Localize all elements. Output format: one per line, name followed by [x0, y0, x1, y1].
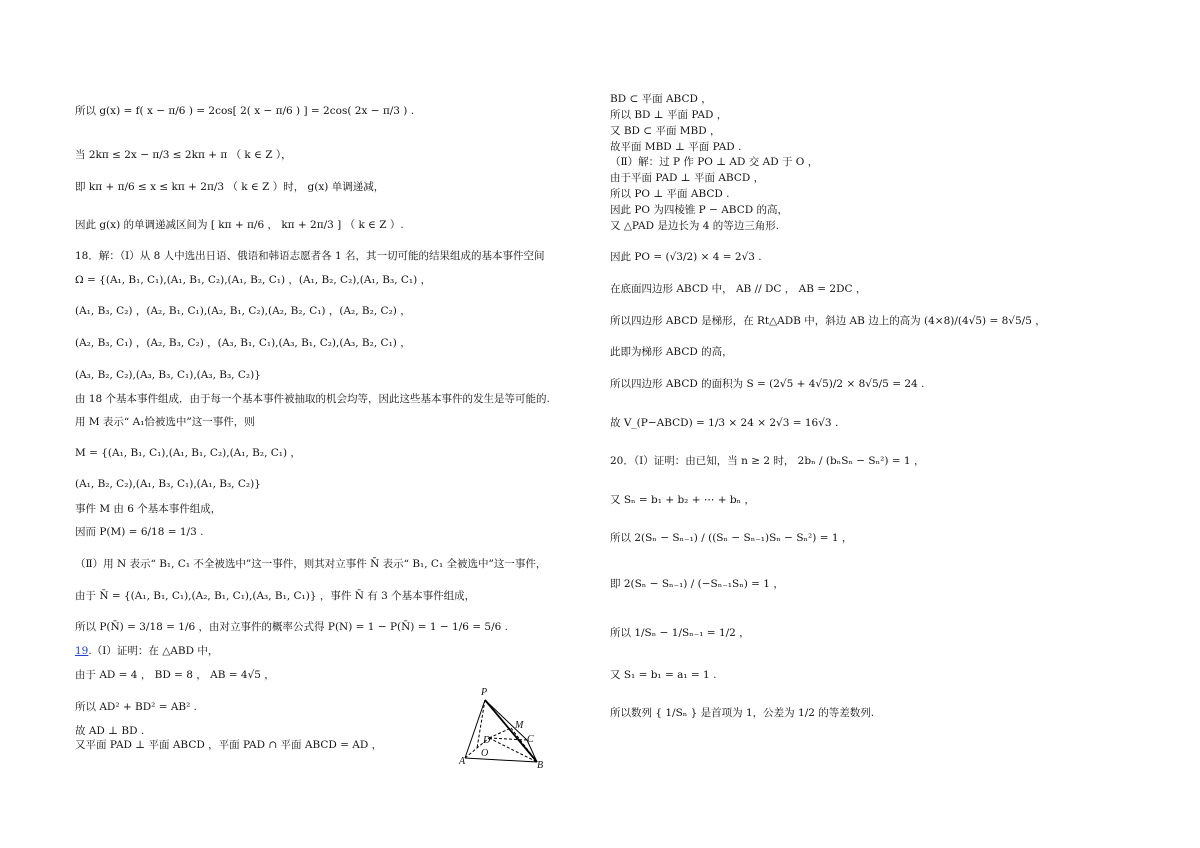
- text-line: （Ⅱ）用 N 表示“ B₁, C₁ 不全被选中”这一事件，则其对立事件 N̄ 表示“ B₁, C₁ 全被选中”这一事件，: [75, 558, 547, 570]
- text-line: 又 BD ⊂ 平面 MBD ，: [610, 125, 721, 137]
- text-line: 所以 BD ⊥ 平面 PAD ，: [610, 109, 728, 121]
- text-line: 因而 P(M) = 6/18 = 1/3 .: [75, 526, 204, 538]
- text-line: 故平面 MBD ⊥ 平面 PAD .: [610, 141, 742, 153]
- text-line: 所以 AD² + BD² = AB² .: [75, 701, 198, 713]
- text-line: 即 kπ + π/6 ≤ x ≤ kπ + 2π/3 （ k ∈ Z ）时， g(x) 单调递减，: [75, 181, 385, 193]
- text-line: （Ⅱ）解：过 P 作 PO ⊥ AD 交 AD 于 O ，: [610, 156, 819, 168]
- text-line: 又 Sₙ = b₁ + b₂ + ⋯ + bₙ ，: [610, 494, 755, 506]
- text-line: 所以 g(x) = f( x − π/6 ) = 2cos[ 2( x − π/6 ) ] = 2cos( 2x − π/3 ) .: [75, 105, 415, 117]
- text-line: 20．（Ⅰ）证明：由已知，当 n ≥ 2 时， 2bₙ / (bₙSₙ − Sₙ²) = 1 ，: [610, 455, 925, 467]
- text-line: 即 2(Sₙ − Sₙ₋₁) / (−Sₙ₋₁Sₙ) = 1 ，: [610, 578, 784, 590]
- text-line: 由 18 个基本事件组成．由于每一个基本事件被抽取的机会均等，因此这些基本事件的发生是等可能的.: [75, 393, 550, 405]
- label-m: M: [515, 720, 524, 731]
- text-line: 用 M 表示“ A₁恰被选中”这一事件，则: [75, 416, 255, 428]
- text-line: 由于平面 PAD ⊥ 平面 ABCD ，: [610, 172, 765, 184]
- text-line: 故 AD ⊥ BD .: [75, 725, 145, 737]
- text-line: (A₃, B₂, C₂),(A₃, B₃, C₁),(A₃, B₃, C₂)}: [75, 369, 261, 381]
- link-suffix: .: [88, 645, 92, 657]
- text-line: 18．解：（Ⅰ）从 8 人中选出日语、俄语和韩语志愿者各 1 名，其一切可能的结果组成的基本事件空间: [75, 250, 545, 262]
- text-line: 当 2kπ ≤ 2x − π/3 ≤ 2kπ + π （ k ∈ Z ），: [75, 149, 292, 161]
- pyramid-diagram: [455, 690, 555, 770]
- text-line: BD ⊂ 平面 ABCD ，: [610, 93, 712, 105]
- text-line: 所以四边形 ABCD 的面积为 S = (2√5 + 4√5)/2 × 8√5/5 = 24 .: [610, 378, 925, 390]
- text-line: 所以 2(Sₙ − Sₙ₋₁) / ((Sₙ − Sₙ₋₁)Sₙ − Sₙ²) = 1 ，: [610, 532, 853, 544]
- text-line-continuation: （Ⅰ）证明：在 △ABD 中，: [91, 645, 219, 657]
- text-line: 所以 P(N̄) = 3/18 = 1/6 ，由对立事件的概率公式得 P(N) = 1 − P(N̄) = 1 − 1/6 = 5/6 .: [75, 621, 508, 633]
- text-line: M = {(A₁, B₁, C₁),(A₁, B₁, C₂),(A₁, B₂, C₁) ，: [75, 447, 301, 459]
- text-line: 故 V_(P−ABCD) = 1/3 × 24 × 2√3 = 16√3 .: [610, 417, 839, 429]
- text-line: 因此 PO = (√3/2) × 4 = 2√3 .: [610, 251, 762, 263]
- text-line: [75, 644, 218, 658]
- text-line: 事件 M 由 6 个基本事件组成，: [75, 503, 222, 515]
- text-line: 所以数列 { 1/Sₙ } 是首项为 1，公差为 1/2 的等差数列.: [610, 707, 875, 719]
- label-p: P: [481, 687, 488, 698]
- text-line: 此即为梯形 ABCD 的高，: [610, 346, 733, 358]
- text-line: 所以 1/Sₙ − 1/Sₙ₋₁ = 1/2 ，: [610, 627, 750, 639]
- text-line: 由于 AD = 4 ， BD = 8 ， AB = 4√5 ，: [75, 669, 275, 681]
- label-c: C: [527, 734, 534, 745]
- text-line: 又平面 PAD ⊥ 平面 ABCD ，平面 PAD ∩ 平面 ABCD = AD ，: [75, 739, 383, 751]
- text-line: 又 △PAD 是边长为 4 的等边三角形.: [610, 220, 780, 232]
- label-b: B: [537, 760, 544, 771]
- text-line: 因此 PO 为四棱锥 P − ABCD 的高，: [610, 204, 789, 216]
- label-o: O: [481, 748, 489, 759]
- text-line: (A₁, B₂, C₂),(A₁, B₃, C₁),(A₁, B₃, C₂)}: [75, 478, 261, 490]
- pyramid-figure: [455, 687, 555, 771]
- text-line: 又 S₁ = b₁ = a₁ = 1 .: [610, 669, 717, 681]
- text-line: 由于 N̄ = {(A₁, B₁, C₁),(A₂, B₁, C₁),(A₃, B₁, C₁)} ，事件 N̄ 有 3 个基本事件组成，: [75, 590, 476, 602]
- label-d: D: [483, 735, 491, 746]
- question-19-link[interactable]: 19: [75, 645, 89, 657]
- text-line: 在底面四边形 ABCD 中， AB // DC ， AB = 2DC ，: [610, 283, 867, 295]
- text-line: 因此 g(x) 的单调递减区间为 [ kπ + π/6 ， kπ + 2π/3 ] （ k ∈ Z ）.: [75, 219, 404, 231]
- label-a: A: [459, 756, 466, 767]
- text-line: 所以 PO ⊥ 平面 ABCD .: [610, 188, 730, 200]
- text-line: (A₁, B₃, C₂) ，(A₂, B₁, C₁),(A₂, B₁, C₂),(A₂, B₂, C₁) ，(A₂, B₂, C₂) ，: [75, 305, 411, 317]
- text-line: 所以四边形 ABCD 是梯形，在 Rt△ADB 中，斜边 AB 边上的高为 (4×8)/(4√5) = 8√5/5 ，: [610, 315, 1046, 327]
- text-line: (A₂, B₃, C₁) ，(A₂, B₃, C₂) ，(A₃, B₁, C₁),(A₃, B₁, C₂),(A₃, B₂, C₁) ，: [75, 337, 411, 349]
- text-line: Ω = {(A₁, B₁, C₁),(A₁, B₁, C₂),(A₁, B₂, C₁) ，(A₁, B₂, C₂),(A₁, B₃, C₁) ，: [75, 274, 432, 286]
